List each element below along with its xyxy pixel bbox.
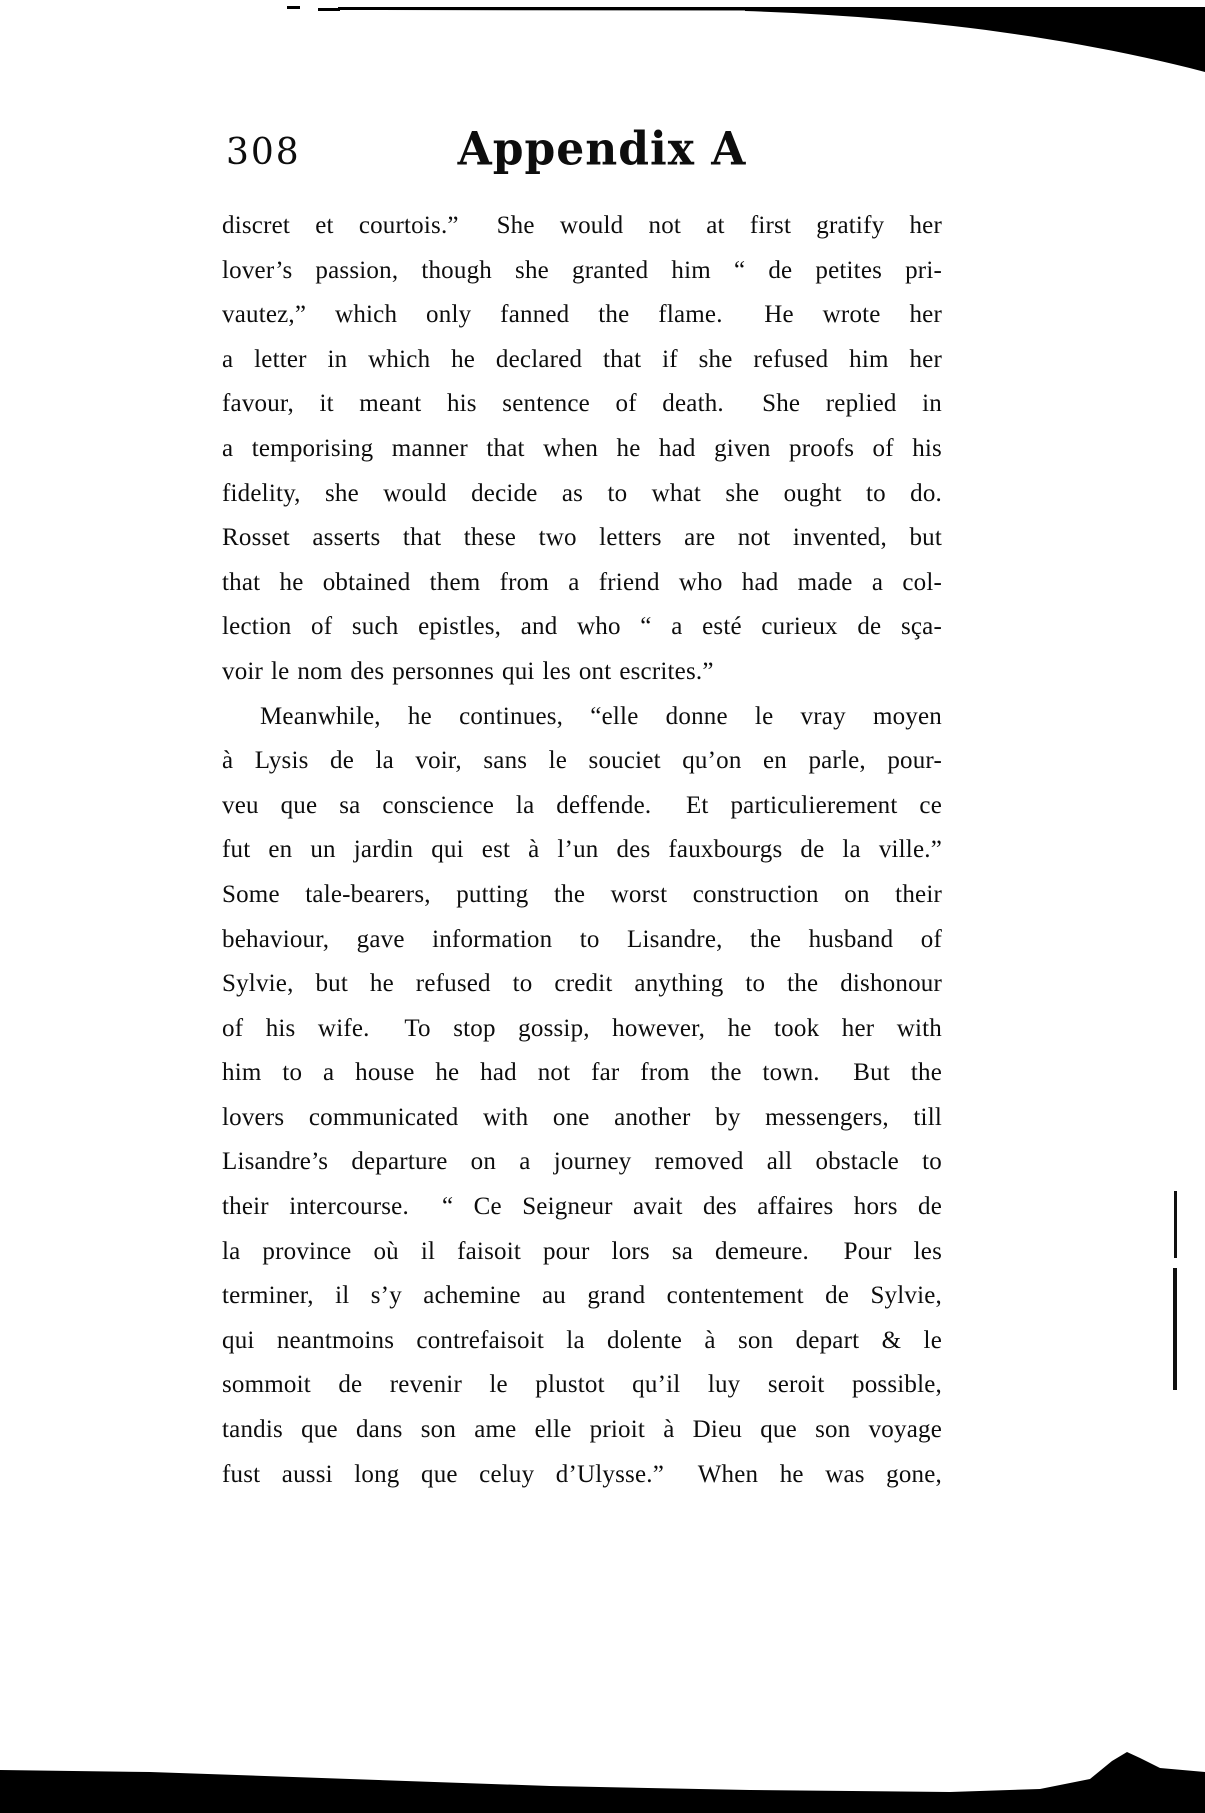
text-line: Some tale-bearers, putting the worst construction on their xyxy=(222,880,942,908)
body-text xyxy=(222,204,942,1497)
page-edge-mark xyxy=(1173,1268,1177,1390)
text-line: vautez,” which only fanned the flame. He wrote her xyxy=(222,301,942,329)
scan-band-bottom xyxy=(0,1743,1205,1813)
text-line: favour, it meant his sentence of death. She replied in xyxy=(222,390,942,418)
text-line: a letter in which he declared that if she refused him her xyxy=(222,345,942,373)
text-line: that he obtained them from a friend who had made a col- xyxy=(222,568,942,596)
text-line: la province où il faisoit pour lors sa demeure. Pour les xyxy=(222,1237,942,1265)
text-line: discret et courtois.” She would not at first gratify her xyxy=(222,212,942,239)
text-line: their intercourse. “ Ce Seigneur avait des affaires hors de xyxy=(222,1193,942,1221)
text-line: fut en un jardin qui est à l’un des fauxbourgs de la ville.” xyxy=(222,836,942,864)
text-line: terminer, il s’y achemine au grand contentement de Sylvie, xyxy=(222,1282,942,1310)
text-line: Lisandre’s departure on a journey removed all obstacle to xyxy=(222,1148,942,1176)
text-line: Meanwhile, he continues, “elle donne le vray moyen xyxy=(260,702,942,730)
text-line: a temporising manner that when he had given proofs of his xyxy=(222,434,942,462)
page-number: 308 xyxy=(226,132,301,173)
text-line: fust aussi long que celuy d’Ulysse.” When he was gone, xyxy=(222,1460,942,1488)
scan-shadow-top xyxy=(0,0,1205,100)
text-line: voir le nom des personnes qui les ont escrites.” xyxy=(222,657,714,685)
text-line: Rosset asserts that these two letters are not invented, but xyxy=(222,524,942,552)
text-line: qui neantmoins contrefaisoit la dolente à son depart & le xyxy=(222,1326,942,1354)
text-line: him to a house he had not far from the town. But the xyxy=(222,1059,942,1087)
text-line: lection of such epistles, and who “ a esté curieux de sça- xyxy=(222,613,942,641)
text-line: à Lysis de la voir, sans le souciet qu’on en parle, pour- xyxy=(222,747,942,775)
text-line: sommoit de revenir le plustot qu’il luy seroit possible, xyxy=(222,1371,942,1399)
text-line: Sylvie, but he refused to credit anything to the dishonour xyxy=(222,970,942,998)
text-line: veu que sa conscience la deffende. Et particulierement ce xyxy=(222,791,942,819)
page-edge-mark xyxy=(1174,1191,1177,1258)
text-line: tandis que dans son ame elle prioit à Dieu que son voyage xyxy=(222,1416,942,1444)
text-line: fidelity, she would decide as to what she ought to do. xyxy=(222,479,942,507)
text-line: lovers communicated with one another by messengers, till xyxy=(222,1103,942,1131)
page-heading: Appendix A xyxy=(457,122,747,177)
text-line: of his wife. To stop gossip, however, he took her with xyxy=(222,1014,942,1042)
text-line: behaviour, gave information to Lisandre, the husband of xyxy=(222,925,942,953)
text-line: lover’s passion, though she granted him “ de petites pri- xyxy=(222,256,942,284)
